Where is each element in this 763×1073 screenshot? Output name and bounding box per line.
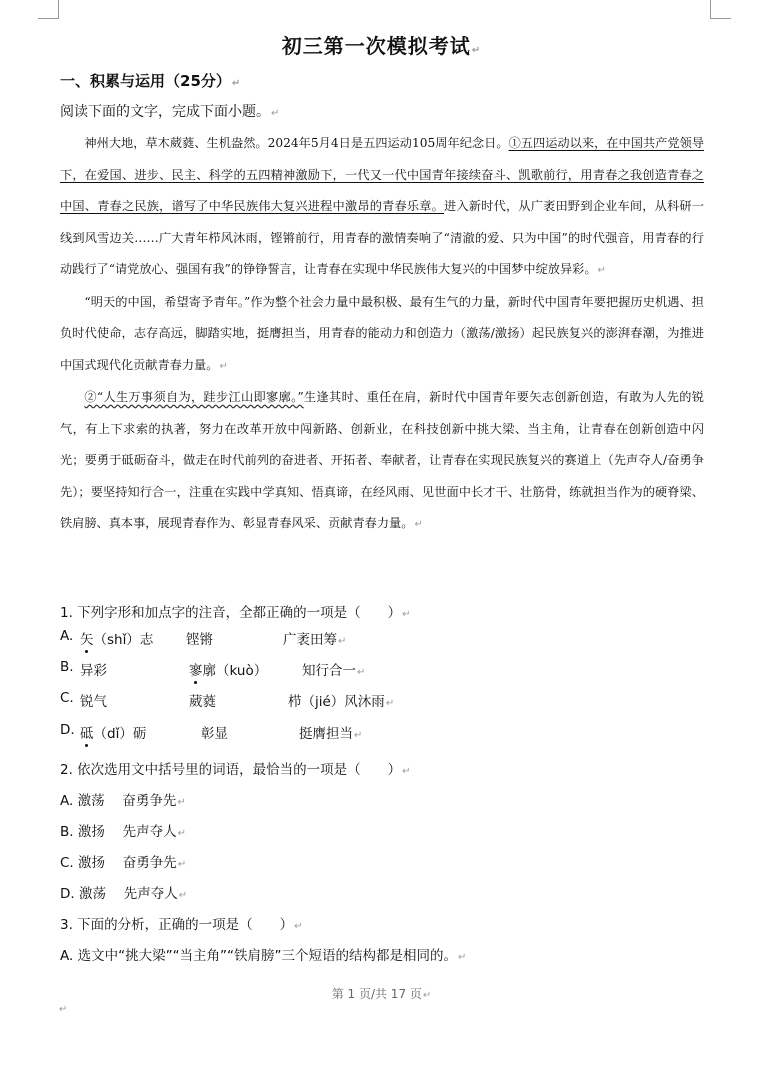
passage-paragraph-1: 神州大地，草木葳蕤、生机盎然。2024年5月4日是五四运动105周年纪念日。①五四运动以来，在中国共产党领导下，在爱国、进步、民主、科学的五四精神激励下，一代又一代中国青年接续奋斗、凯歌前行，用青春之我创造青春之中国、青春之民族，谱写了中华民族伟大复兴进程中激昂的青春乐章。进入新时代，从广袤田野到企业车间，从科研一线到风雪边关……广大青年栉风沐雨，铿锵前行，用青春的激情奏响了“清澈的爱、只为中国”的时代强音，用青春的行动践行了“请党放心、强国有我”的铮铮誓言，让青春在实现中华民族伟大复兴的中国梦中绽放异彩。↵ [60, 136, 705, 276]
underlined-sentence-1: ①五四运动以来，在中国共产党领导下，在爱国、进步、民主、科学的五四精神激励下，一代又一代中国青年接续奋斗、凯歌前行，用青春之我创造青春之中国、青春之民族，谱写了中华民族伟大复兴进程中激昂的青春乐章。 [60, 136, 704, 213]
q1-option-d-item-1: 砥（dǐ）砺 [80, 726, 147, 742]
question-2-stem: 2. 依次选用文中括号里的词语，最恰当的一项是（ ）↵ [60, 762, 411, 778]
paragraph-end-mark: ↵ [59, 1004, 68, 1015]
q1-option-b-label: B. [60, 659, 74, 675]
q2-option-b: B. 激扬 先声夺人↵ [60, 824, 187, 840]
q1-option-a-label: A. [60, 628, 74, 644]
q3-option-a: A. 选文中“挑大梁”“当主角”“铁肩膀”三个短语的结构都是相同的。↵ [60, 948, 467, 964]
crop-mark-top-right [710, 0, 731, 19]
reading-instruction: 阅读下面的文字，完成下面小题。↵ [60, 104, 280, 120]
q1-option-c-item-3: 栉（jié）风沐雨↵ [288, 694, 395, 710]
q1-option-c-item-2: 葳蕤 [189, 694, 216, 710]
q1-option-d-item-2: 彰显 [201, 726, 228, 742]
q1-option-d-label: D. [60, 722, 75, 738]
q2-option-d: D. 激荡 先声夺人↵ [60, 886, 188, 902]
page-footer: 第 1 页/共 17 页↵ [331, 987, 432, 1001]
q1-option-b-item-3: 知行合一↵ [302, 663, 366, 679]
q1-option-a-item-2: 铿锵 [186, 632, 213, 648]
passage-paragraph-3: ②“人生万事须自为，跬步江山即寥廓。”生逢其时、重任在肩，新时代中国青年要矢志创新创造，有敢为人先的锐气，有上下求索的执著，努力在改革开放中闯新路、创新业，在科技创新中挑大梁、当主角，让青春在创新创造中闪光；要勇于砥砺奋斗，做走在时代前列的奋进者、开拓者、奉献者，让青春在实现民族复兴的赛道上（先声夺人/奋勇争先）；要坚持知行合一，注重在实践中学真知、悟真谛，在经风雨、见世面中长才干、壮筋骨，练就担当作为的硬脊梁、铁肩膀、真本事，展现青春作为、彰显青春风采、贡献青春力量。↵ [60, 390, 704, 530]
q2-option-a: A. 激荡 奋勇争先↵ [60, 793, 186, 809]
page-title: 初三第一次模拟考试↵ [281, 34, 482, 58]
q1-option-b-item-1: 异彩 [80, 663, 107, 679]
question-1-stem: 1. 下列字形和加点字的注音，全都正确的一项是（ ）↵ [60, 605, 411, 621]
q1-option-b-item-2: 寥廓（kuò） [189, 663, 268, 679]
section-heading: 一、积累与运用（25分）↵ [60, 72, 241, 90]
q1-option-c-label: C. [60, 690, 74, 706]
q1-option-a-item-1: 矢（shǐ）志 [80, 632, 154, 648]
question-3-stem: 3. 下面的分析，正确的一项是（ ）↵ [60, 917, 303, 933]
q1-option-d-item-3: 挺膺担当↵ [299, 726, 363, 742]
q1-option-a-item-3: 广袤田筹↵ [283, 632, 347, 648]
q1-option-c-item-1: 锐气 [80, 694, 107, 710]
reading-passage [60, 128, 704, 541]
q2-option-c: C. 激扬 奋勇争先↵ [60, 855, 187, 871]
passage-paragraph-2: “明天的中国，希望寄予青年。”作为整个社会力量中最积极、最有生气的力量，新时代中国青年要把握历史机遇、担负时代使命，志存高远，脚踏实地，挺膺担当，用青春的能动力和创造力（激荡/激扬）起民族复兴的澎湃春潮，为推进中国式现代化贡献青春力量。↵ [60, 294, 704, 372]
wavy-underlined-quote: ②“人生万事须自为，跬步江山即寥廓。” [84, 390, 304, 404]
crop-mark-top-left [38, 0, 59, 19]
